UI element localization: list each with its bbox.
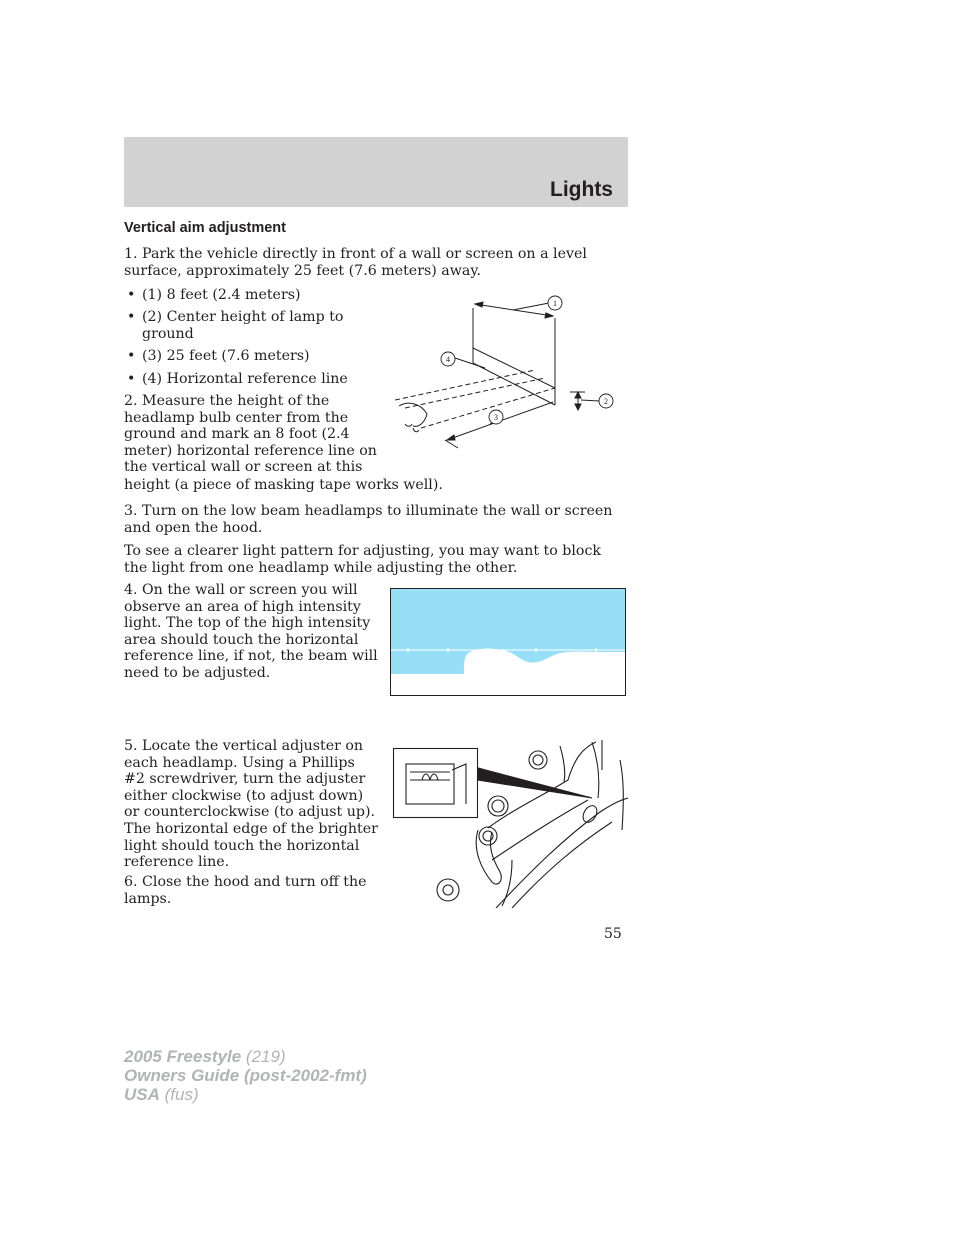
step-3-text: 3. Turn on the low beam headlamps to illuminate the wall or screen and open the hood. [124, 503, 613, 536]
bullet-text: (1) 8 feet (2.4 meters) [142, 287, 301, 303]
page-number: 55 [604, 926, 622, 942]
footer-line [124, 1047, 367, 1066]
footer-line [124, 1085, 367, 1104]
footer-market: USA [124, 1085, 160, 1104]
bullet-text: (4) Horizontal reference line [142, 371, 348, 387]
footer-model: 2005 Freestyle [124, 1047, 242, 1066]
step-5-text: 5. Locate the vertical adjuster on each headlamp. Using a Phillips #2 screwdriver, turn the adjuster either clockwise (to adjust down) or counterclockwise (to adjust up). The horizontal edge of the brighter light should touch the horizontal reference line. [124, 738, 378, 871]
section-title: Lights [550, 178, 613, 201]
step-2-line: meter) horizontal reference line on [124, 442, 377, 459]
step-2-line: height (a piece of masking tape works well). [124, 476, 443, 493]
step-2-line: 2. Measure the height of the [124, 393, 330, 409]
bullet-dot: • [127, 287, 136, 303]
subsection-heading: Vertical aim adjustment [124, 220, 286, 236]
bullet-dot: • [127, 309, 136, 325]
document-footer [124, 1047, 367, 1104]
step-4-text: 4. On the wall or screen you will observe an area of high intensity light. The top of the high intensity area should touch the horizontal reference line, if not, the beam will need to be adjusted. [124, 582, 378, 681]
footer-guide-type: Owners Guide (post-2002-fmt) [124, 1066, 367, 1085]
step-2-line: the vertical wall or screen at this [124, 459, 363, 476]
beam-pattern-illustration [390, 588, 626, 696]
step-2-line: headlamp bulb center from the [124, 409, 349, 426]
headlamp-aim-diagram [385, 290, 625, 450]
bullet-dot: • [127, 348, 136, 364]
step-2-line: ground and mark an 8 foot (2.4 [124, 426, 350, 443]
footer-market-code: (fus) [159, 1085, 199, 1104]
bullet-text: (2) Center height of lamp to ground [142, 309, 344, 342]
section-header-bar [124, 137, 628, 207]
footer-line [124, 1066, 367, 1085]
callout-3-label: 3 [494, 413, 498, 422]
note-text: To see a clearer light pattern for adjusting, you may want to block the light from one headlamp while adjusting the other. [124, 543, 602, 576]
footer-model-code: (219) [241, 1047, 286, 1066]
bullet-dot: • [127, 371, 136, 387]
callout-4-label: 4 [446, 355, 450, 364]
callout-1-label: 1 [553, 299, 557, 308]
step-6-text: 6. Close the hood and turn off the lamps. [124, 874, 367, 907]
step-1-text: 1. Park the vehicle directly in front of a wall or screen on a level surface, approximately 25 feet (7.6 meters) away. [124, 246, 587, 279]
headlamp-adjuster-illustration [392, 740, 628, 908]
callout-2-label: 2 [604, 397, 608, 406]
bullet-text: (3) 25 feet (7.6 meters) [142, 348, 310, 364]
